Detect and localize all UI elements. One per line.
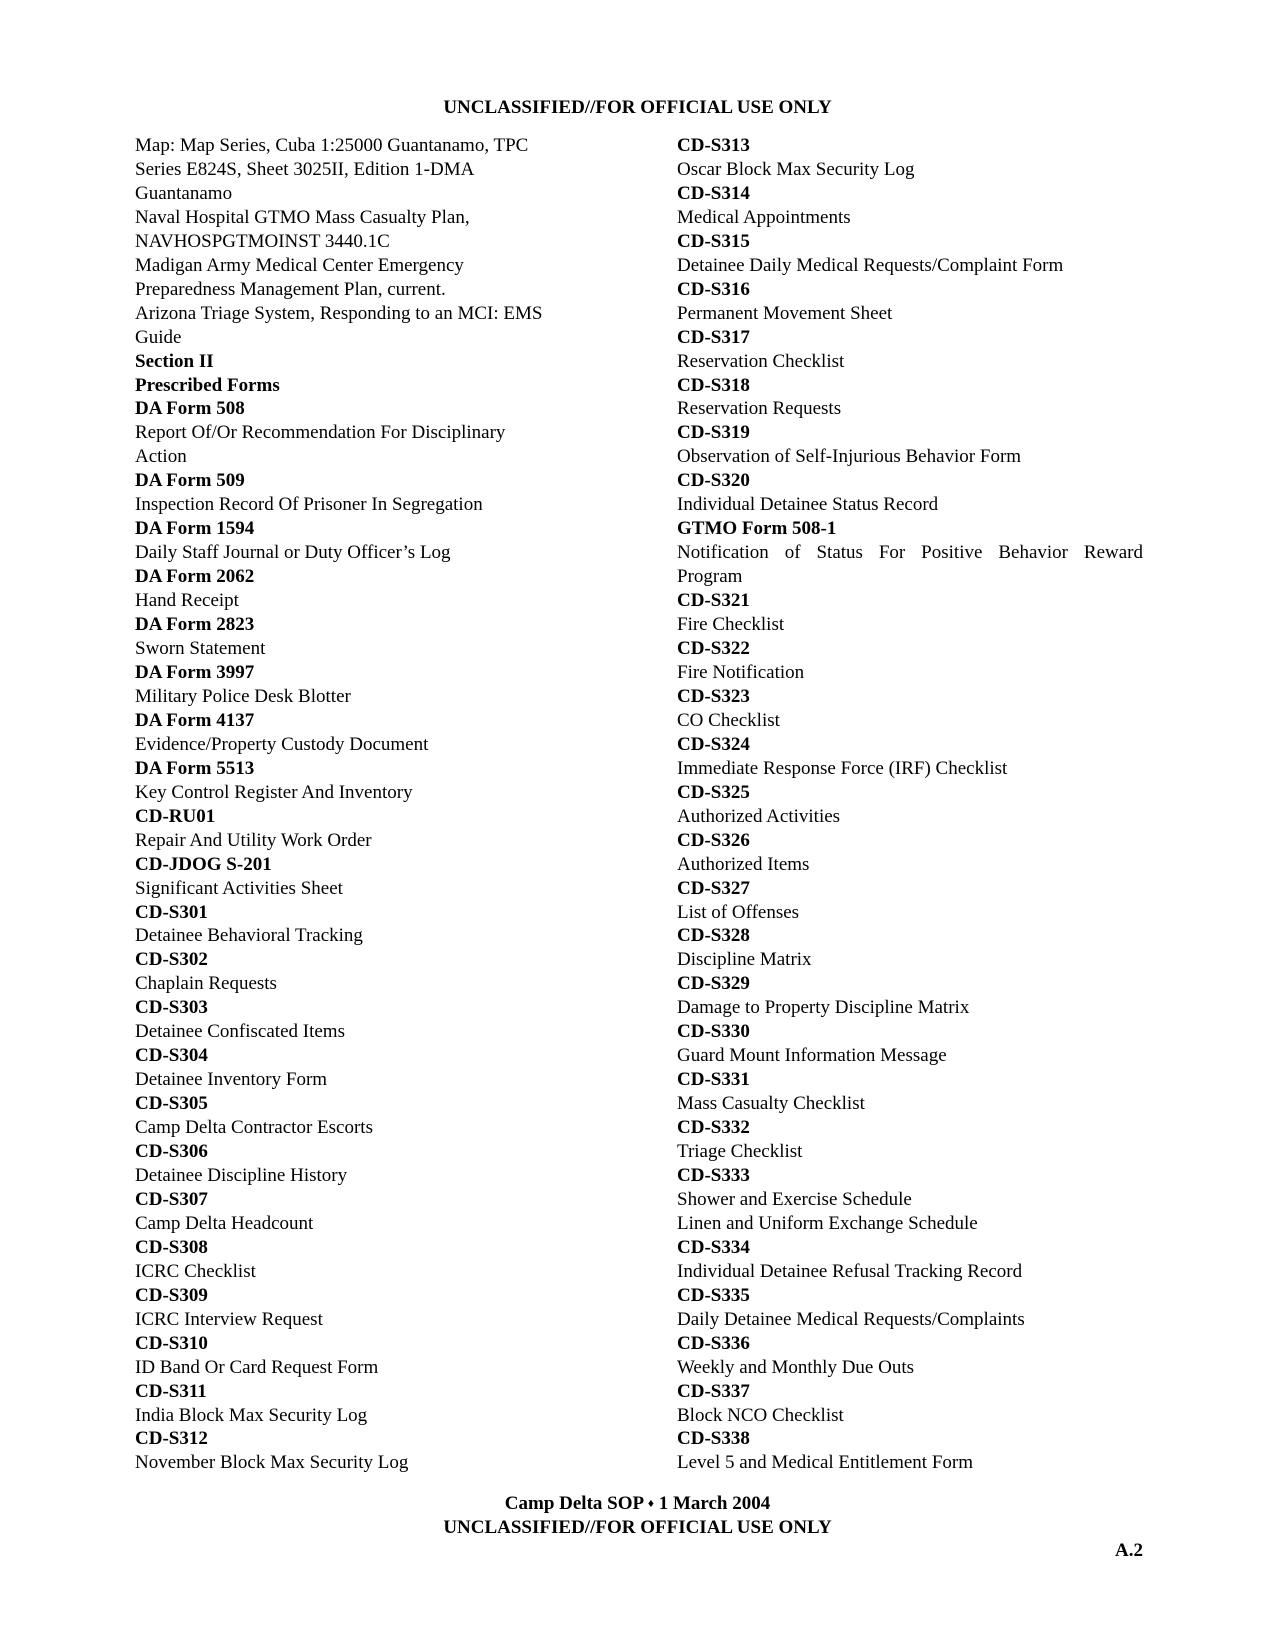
form-id-heading: CD-S310	[135, 1332, 208, 1354]
form-id-heading: CD-S325	[677, 781, 750, 803]
form-id-heading: DA Form 1594	[135, 518, 255, 540]
entry-text: Camp Delta Headcount	[135, 1212, 314, 1234]
footer-classification: UNCLASSIFIED//FOR OFFICIAL USE ONLY	[443, 1517, 832, 1538]
entry-text: Medical Appointments	[677, 206, 851, 228]
page-header	[0, 96, 1275, 120]
page-number: A.2	[1115, 1540, 1143, 1561]
entry-text: Military Police Desk Blotter	[135, 685, 351, 707]
form-id-heading: CD-S320	[677, 470, 750, 492]
entry-text: ID Band Or Card Request Form	[135, 1356, 379, 1378]
entry-text: Linen and Uniform Exchange Schedule	[677, 1212, 978, 1234]
right-column	[677, 134, 1143, 1475]
entry-text: Detainee Discipline History	[135, 1164, 348, 1186]
form-id-heading: CD-S316	[677, 278, 750, 300]
entry-text: List of Offenses	[677, 901, 800, 923]
entry-text: Authorized Activities	[677, 805, 841, 827]
entry-text: Individual Detainee Status Record	[677, 494, 939, 516]
form-id-heading: CD-S326	[677, 829, 750, 851]
entry-text: Reservation Checklist	[677, 350, 845, 372]
form-id-heading: CD-S324	[677, 733, 750, 755]
entry-text: Repair And Utility Work Order	[135, 829, 372, 851]
form-id-heading: Prescribed Forms	[135, 374, 280, 396]
form-id-heading: CD-S303	[135, 997, 208, 1019]
header-classification: UNCLASSIFIED//FOR OFFICIAL USE ONLY	[443, 97, 832, 118]
entry-text: ICRC Checklist	[135, 1260, 256, 1282]
form-id-heading: CD-S331	[677, 1069, 750, 1091]
entry-text: Individual Detainee Refusal Tracking Record	[677, 1260, 1023, 1282]
entry-text: Madigan Army Medical Center Emergency	[135, 254, 464, 276]
form-id-heading: GTMO Form 508-1	[677, 518, 837, 540]
form-id-heading: DA Form 3997	[135, 661, 255, 683]
entry-text: Daily Staff Journal or Duty Officer’s Log	[135, 542, 451, 564]
form-id-heading: DA Form 4137	[135, 709, 255, 731]
entry-text: Reservation Requests	[677, 398, 842, 420]
form-id-heading: CD-S309	[135, 1284, 208, 1306]
entry-text: Permanent Movement Sheet	[677, 302, 893, 324]
entry-text: Report Of/Or Recommendation For Disciplinary	[135, 422, 506, 444]
entry-text: November Block Max Security Log	[135, 1452, 409, 1474]
left-column	[135, 134, 595, 1475]
form-id-heading: CD-S308	[135, 1236, 208, 1258]
entry-text: Action	[135, 446, 187, 468]
entry-text: CO Checklist	[677, 709, 780, 731]
entry-text: Key Control Register And Inventory	[135, 781, 413, 803]
form-id-heading: CD-RU01	[135, 805, 216, 827]
form-id-heading: CD-S328	[677, 925, 750, 947]
form-id-heading: DA Form 508	[135, 398, 245, 420]
page-footer	[0, 1491, 1275, 1540]
form-id-heading: CD-S327	[677, 877, 750, 899]
form-id-heading: CD-S304	[135, 1045, 208, 1067]
form-id-heading: CD-S311	[135, 1380, 207, 1402]
entry-text: Discipline Matrix	[677, 949, 812, 971]
entry-text: Oscar Block Max Security Log	[677, 158, 915, 180]
entry-text: Guard Mount Information Message	[677, 1045, 947, 1067]
form-id-heading: CD-S338	[677, 1428, 750, 1450]
entry-text: Daily Detainee Medical Requests/Complaints	[677, 1308, 1025, 1330]
form-id-heading: CD-S306	[135, 1141, 208, 1163]
form-id-heading: CD-S337	[677, 1380, 750, 1402]
form-id-heading: CD-S334	[677, 1236, 750, 1258]
form-id-heading: CD-S305	[135, 1093, 208, 1115]
form-id-heading: CD-S314	[677, 182, 750, 204]
entry-text: India Block Max Security Log	[135, 1404, 368, 1426]
entry-text: Observation of Self-Injurious Behavior Form	[677, 446, 1022, 468]
form-id-heading: CD-JDOG S-201	[135, 853, 272, 875]
entry-text: Map: Map Series, Cuba 1:25000 Guantanamo, TPC	[135, 135, 529, 156]
form-id-heading: CD-S336	[677, 1332, 750, 1354]
form-id-heading: DA Form 509	[135, 470, 245, 492]
entry-text: Arizona Triage System, Responding to an MCI: EMS	[135, 302, 543, 324]
form-id-heading: CD-S321	[677, 590, 750, 612]
form-id-heading: CD-S307	[135, 1188, 208, 1210]
entry-text: Level 5 and Medical Entitlement Form	[677, 1452, 974, 1474]
form-id-heading: CD-S322	[677, 638, 750, 660]
form-id-heading: CD-S317	[677, 326, 750, 348]
footer-date: 1 March 2004	[658, 1493, 771, 1514]
form-id-heading: Section II	[135, 350, 214, 372]
footer-title-line	[0, 1491, 1275, 1516]
form-id-heading: CD-S333	[677, 1164, 750, 1186]
form-id-heading: CD-S319	[677, 422, 750, 444]
form-id-heading: CD-S329	[677, 973, 750, 995]
entry-text: Sworn Statement	[135, 638, 266, 660]
entry-text: Fire Notification	[677, 661, 805, 683]
entry-text: Detainee Inventory Form	[135, 1069, 328, 1091]
entry-text: Naval Hospital GTMO Mass Casualty Plan,	[135, 206, 470, 228]
entry-text: Detainee Behavioral Tracking	[135, 925, 363, 947]
entry-text: Fire Checklist	[677, 614, 785, 636]
diamond-separator-icon: ♦	[647, 1496, 654, 1510]
form-id-heading: CD-S313	[677, 135, 750, 156]
form-id-heading: CD-S318	[677, 374, 750, 396]
entry-text: Guantanamo	[135, 182, 233, 204]
entry-text: Authorized Items	[677, 853, 810, 875]
footer-doc-title: Camp Delta SOP	[504, 1493, 644, 1514]
entry-text: Detainee Daily Medical Requests/Complaint Form	[677, 254, 1064, 276]
form-id-heading: DA Form 5513	[135, 757, 255, 779]
entry-text: Preparedness Management Plan, current.	[135, 278, 446, 300]
form-id-heading: CD-S335	[677, 1284, 750, 1306]
form-id-heading: DA Form 2823	[135, 614, 255, 636]
entry-text: Mass Casualty Checklist	[677, 1093, 865, 1115]
entry-text: Program	[677, 566, 743, 588]
form-id-heading: DA Form 2062	[135, 566, 255, 588]
form-id-heading: CD-S312	[135, 1428, 208, 1450]
entry-text: Damage to Property Discipline Matrix	[677, 997, 970, 1019]
entry-text: Block NCO Checklist	[677, 1404, 844, 1426]
entry-text: Chaplain Requests	[135, 973, 277, 995]
entry-text: Detainee Confiscated Items	[135, 1021, 345, 1043]
entry-text: NAVHOSPGTMOINST 3440.1C	[135, 230, 390, 252]
entry-text: Significant Activities Sheet	[135, 877, 343, 899]
entry-text: Triage Checklist	[677, 1141, 803, 1163]
entry-text: Immediate Response Force (IRF) Checklist	[677, 757, 1008, 779]
entry-text: Hand Receipt	[135, 590, 239, 612]
form-id-heading: CD-S330	[677, 1021, 750, 1043]
form-id-heading: CD-S332	[677, 1117, 750, 1139]
entry-text: Guide	[135, 326, 182, 348]
entry-text: Evidence/Property Custody Document	[135, 733, 429, 755]
entry-text: Series E824S, Sheet 3025II, Edition 1-DMA	[135, 158, 475, 180]
form-id-heading: CD-S323	[677, 685, 750, 707]
entry-text: ICRC Interview Request	[135, 1308, 323, 1330]
entry-text: Inspection Record Of Prisoner In Segregation	[135, 494, 483, 516]
form-id-heading: CD-S301	[135, 901, 208, 923]
form-id-heading: CD-S315	[677, 230, 750, 252]
entry-text: Camp Delta Contractor Escorts	[135, 1117, 373, 1139]
entry-text: Notification of Status For Positive Behavior Reward	[677, 542, 1143, 564]
form-id-heading: CD-S302	[135, 949, 208, 971]
entry-text: Weekly and Monthly Due Outs	[677, 1356, 914, 1378]
entry-text: Shower and Exercise Schedule	[677, 1188, 912, 1210]
